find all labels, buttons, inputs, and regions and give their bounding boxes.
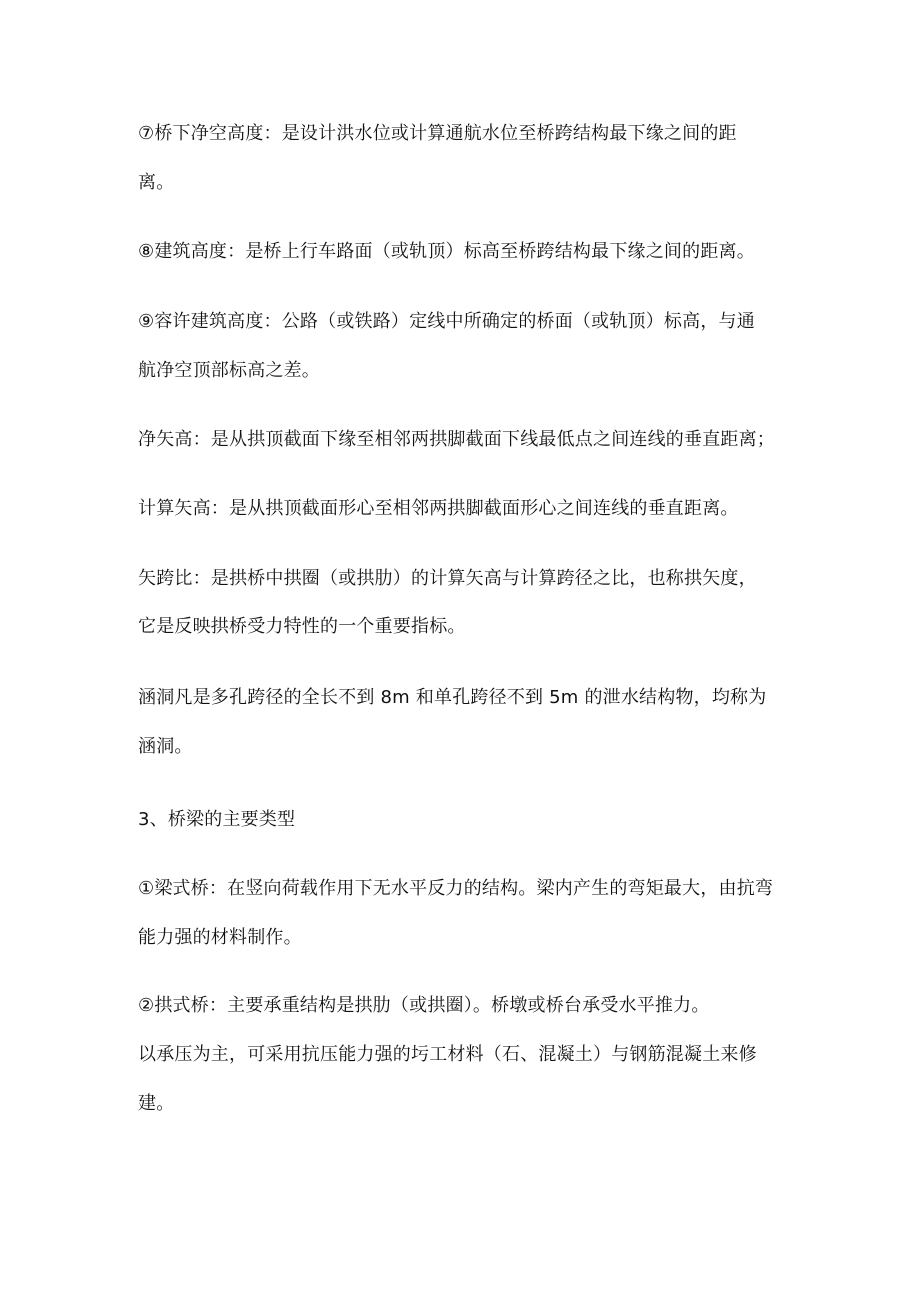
culvert-definition-line-1: 涵洞凡是多孔跨径的全长不到 8m 和单孔跨径不到 5m 的泄水结构物，均称为 bbox=[138, 687, 767, 708]
arch-bridge-line-3: 建。 bbox=[138, 1093, 175, 1114]
culvert-definition-line-2: 涵洞。 bbox=[138, 736, 193, 757]
paragraph-9-line-1: ⑨容许建筑高度：公路（或铁路）定线中所确定的桥面（或轨顶）标高，与通 bbox=[138, 311, 755, 332]
rise-span-ratio-line-1: 矢跨比：是拱桥中拱圈（或拱肋）的计算矢高与计算跨径之比，也称拱矢度， bbox=[138, 568, 757, 589]
arch-bridge-line-1: ②拱式桥：主要承重结构是拱肋（或拱圈）。桥墩或桥台承受水平推力。 bbox=[138, 995, 710, 1016]
net-rise-definition: 净矢高：是从拱顶截面下缘至相邻两拱脚截面下线最低点之间连线的垂直距离； bbox=[138, 429, 775, 450]
paragraph-7-line-2: 离。 bbox=[138, 172, 175, 193]
computed-rise-definition: 计算矢高：是从拱顶截面形心至相邻两拱脚截面形心之间连线的垂直距离。 bbox=[138, 498, 739, 519]
beam-bridge-line-1: ①梁式桥：在竖向荷载作用下无水平反力的结构。梁内产生的弯矩最大，由抗弯 bbox=[138, 878, 774, 899]
section-heading: 3、桥梁的主要类型 bbox=[138, 809, 296, 830]
paragraph-7-line-1: ⑦桥下净空高度：是设计洪水位或计算通航水位至桥跨结构最下缘之间的距 bbox=[138, 123, 737, 144]
beam-bridge-line-2: 能力强的材料制作。 bbox=[138, 927, 302, 948]
paragraph-8-line-1: ⑧建筑高度：是桥上行车路面（或轨顶）标高至桥跨结构最下缘之间的距离。 bbox=[138, 241, 755, 262]
rise-span-ratio-line-2: 它是反映拱桥受力特性的一个重要指标。 bbox=[138, 616, 466, 637]
arch-bridge-line-2: 以承压为主，可采用抗压能力强的圬工材料（石、混凝土）与钢筋混凝土来修 bbox=[138, 1044, 757, 1065]
paragraph-9-line-2: 航净空顶部标高之差。 bbox=[138, 360, 320, 381]
